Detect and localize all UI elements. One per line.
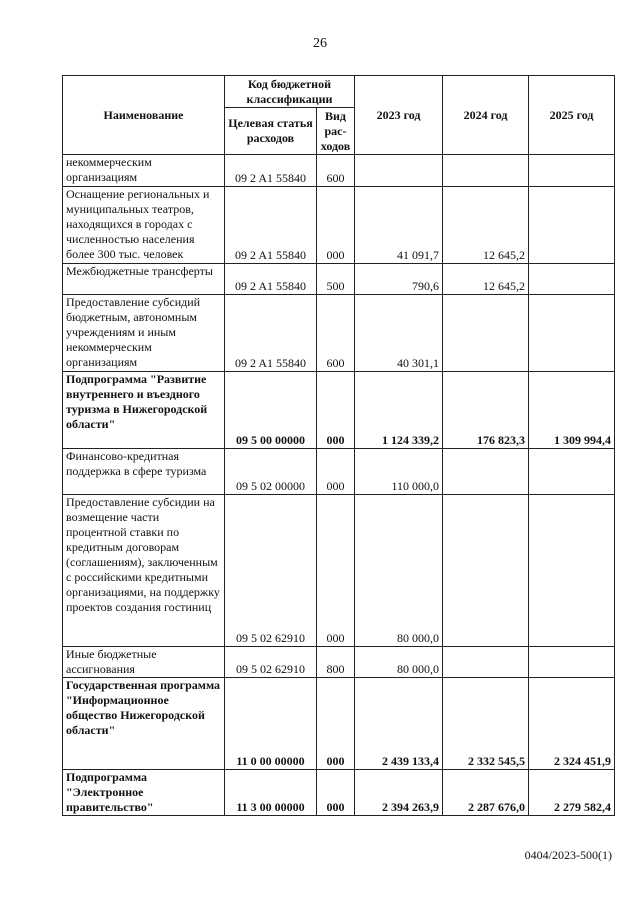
table-row	[63, 770, 615, 816]
table-row	[63, 295, 615, 372]
row-value-2024: 176 823,3	[443, 372, 529, 449]
row-value-2024	[443, 295, 529, 372]
row-value-2024	[443, 495, 529, 647]
row-name: Оснащение региональных и муниципальных театров, находящихся в городах с численностью населения более 300 тыс. человек	[63, 187, 225, 264]
table-row	[63, 495, 615, 647]
table-row	[63, 678, 615, 770]
row-name: Государственная программа "Информационное общество Нижегородской области"	[63, 678, 225, 770]
row-value-2025: 2 279 582,4	[529, 770, 615, 816]
row-expense-type: 000	[317, 187, 355, 264]
row-expense-type: 000	[317, 678, 355, 770]
header-2024: 2024 год	[443, 76, 529, 155]
row-expense-type: 000	[317, 449, 355, 495]
row-name: Межбюджетные трансферты	[63, 264, 225, 295]
row-value-2024: 2 287 676,0	[443, 770, 529, 816]
row-value-2024	[443, 449, 529, 495]
row-value-2023: 2 394 263,9	[355, 770, 443, 816]
row-value-2023: 2 439 133,4	[355, 678, 443, 770]
page-number: 26	[313, 36, 327, 51]
row-value-2025	[529, 495, 615, 647]
table-row	[63, 372, 615, 449]
row-value-2025	[529, 295, 615, 372]
table-row	[63, 449, 615, 495]
row-value-2024: 2 332 545,5	[443, 678, 529, 770]
row-value-2023: 40 301,1	[355, 295, 443, 372]
row-value-2024	[443, 155, 529, 187]
table-row	[63, 264, 615, 295]
row-expense-type: 000	[317, 495, 355, 647]
row-value-2024: 12 645,2	[443, 264, 529, 295]
table-row	[63, 155, 615, 187]
row-value-2024	[443, 647, 529, 678]
row-name: Подпрограмма "Электронное правительство"	[63, 770, 225, 816]
row-target-code: 09 5 02 62910	[225, 647, 317, 678]
row-name: Предоставление субсидии на возмещение части процентной ставки по кредитным договорам (соглашениям), заключенным с российскими кредитными организациями, на поддержку проектов создания гостиниц	[63, 495, 225, 647]
row-value-2025: 1 309 994,4	[529, 372, 615, 449]
row-target-code: 09 2 A1 55840	[225, 264, 317, 295]
row-value-2025	[529, 264, 615, 295]
row-value-2023: 41 091,7	[355, 187, 443, 264]
row-name: Иные бюджетные ассигнования	[63, 647, 225, 678]
row-target-code: 09 2 A1 55840	[225, 187, 317, 264]
row-name: некоммерческим организациям	[63, 155, 225, 187]
row-value-2024: 12 645,2	[443, 187, 529, 264]
row-value-2025: 2 324 451,9	[529, 678, 615, 770]
row-value-2025	[529, 449, 615, 495]
row-target-code: 09 5 02 00000	[225, 449, 317, 495]
row-target-code: 09 5 00 00000	[225, 372, 317, 449]
table-row	[63, 647, 615, 678]
table-row	[63, 187, 615, 264]
row-expense-type: 600	[317, 155, 355, 187]
row-name: Предоставление субсидий бюджетным, автономным учреждениям и иным некоммерческим организациям	[63, 295, 225, 372]
row-value-2023: 1 124 339,2	[355, 372, 443, 449]
row-value-2023: 80 000,0	[355, 495, 443, 647]
row-target-code: 09 2 A1 55840	[225, 295, 317, 372]
header-2023: 2023 год	[355, 76, 443, 155]
row-value-2023: 80 000,0	[355, 647, 443, 678]
footer-code: 0404/2023-500(1)	[524, 848, 612, 862]
row-expense-type: 800	[317, 647, 355, 678]
budget-table	[62, 75, 615, 816]
row-target-code: 09 5 02 62910	[225, 495, 317, 647]
row-expense-type: 500	[317, 264, 355, 295]
row-value-2023: 110 000,0	[355, 449, 443, 495]
row-target-code: 09 2 A1 55840	[225, 155, 317, 187]
row-name: Подпрограмма "Развитие внутреннего и въездного туризма в Нижегородской области"	[63, 372, 225, 449]
header-name: Наименование	[63, 76, 225, 155]
row-value-2023: 790,6	[355, 264, 443, 295]
row-value-2023	[355, 155, 443, 187]
header-type: Вид рас-ходов	[317, 108, 355, 155]
header-code-group: Код бюджетной классификации	[225, 76, 355, 108]
header-2025: 2025 год	[529, 76, 615, 155]
header-target: Целевая статья расходов	[225, 108, 317, 155]
row-expense-type: 600	[317, 295, 355, 372]
row-value-2025	[529, 647, 615, 678]
row-target-code: 11 3 00 00000	[225, 770, 317, 816]
row-expense-type: 000	[317, 372, 355, 449]
row-target-code: 11 0 00 00000	[225, 678, 317, 770]
row-value-2025	[529, 187, 615, 264]
row-expense-type: 000	[317, 770, 355, 816]
row-value-2025	[529, 155, 615, 187]
row-name: Финансово-кредитная поддержка в сфере туризма	[63, 449, 225, 495]
